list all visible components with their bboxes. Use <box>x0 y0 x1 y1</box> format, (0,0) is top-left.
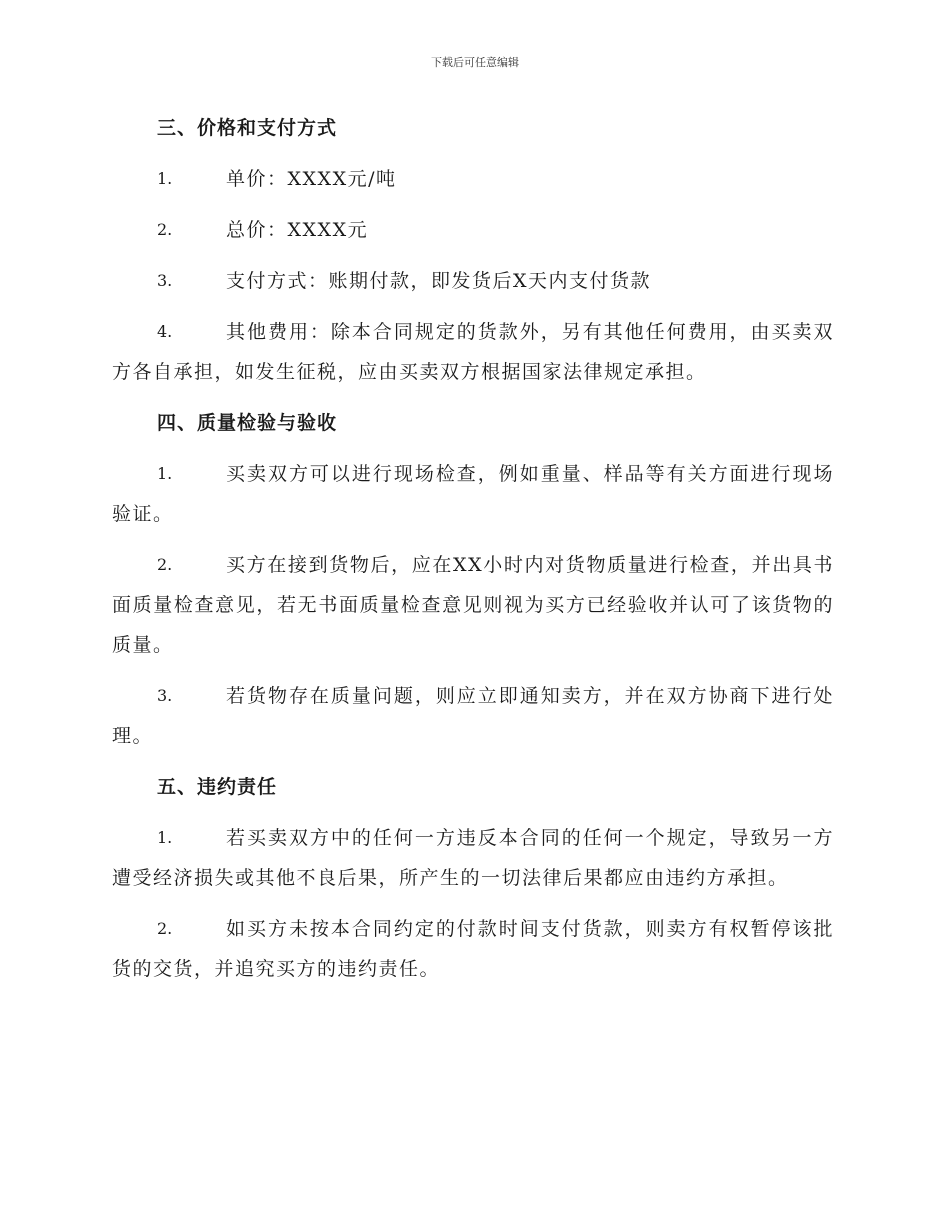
section-heading: 五、违约责任 <box>157 776 278 798</box>
section-heading: 四、质量检验与验收 <box>157 412 338 434</box>
clause-item <box>112 312 834 392</box>
clause-number: 1. <box>157 464 173 483</box>
clause-text: 买方在接到货物后，应在XX小时内对货物质量进行检查，并出具书面质量检查意见，若无书面质量检查意见则视为买方已经验收并认可了该货物的质量。 <box>112 554 834 656</box>
clause-number: 1. <box>157 169 173 188</box>
clause-number: 4. <box>157 322 173 341</box>
clause-text: 支付方式：账期付款，即发货后X天内支付货款 <box>226 270 652 292</box>
clause-item <box>112 909 834 989</box>
clause-text: 如买方未按本合同约定的付款时间支付货款，则卖方有权暂停该批货的交货，并追究买方的违约责任。 <box>112 918 834 980</box>
page-header-note: 下载后可任意编辑 <box>431 56 519 69</box>
clause-item <box>112 454 834 534</box>
clause-item <box>112 210 834 250</box>
section-quality-inspection <box>112 403 834 756</box>
clause-item <box>112 159 834 199</box>
clause-text: 其他费用：除本合同规定的货款外，另有其他任何费用，由买卖双方各自承担，如发生征税，应由买卖双方根据国家法律规定承担。 <box>112 321 834 383</box>
clause-number: 2. <box>157 555 173 574</box>
document-body <box>112 108 834 989</box>
clause-number: 2. <box>157 220 173 239</box>
clause-number: 3. <box>157 271 173 290</box>
clause-number: 1. <box>157 828 173 847</box>
clause-text: 买卖双方可以进行现场检查，例如重量、样品等有关方面进行现场验证。 <box>112 463 834 525</box>
clause-text: 若买卖双方中的任何一方违反本合同的任何一个规定，导致另一方遭受经济损失或其他不良后果，所产生的一切法律后果都应由违约方承担。 <box>112 827 834 889</box>
clause-number: 2. <box>157 919 173 938</box>
clause-item <box>112 261 834 301</box>
clause-item <box>112 545 834 665</box>
clause-text: 若货物存在质量问题，则应立即通知卖方，并在双方协商下进行处理。 <box>112 685 834 747</box>
section-breach-liability <box>112 767 834 989</box>
clause-text: 总价：XXXX元 <box>226 219 369 241</box>
clause-item <box>112 676 834 756</box>
clause-text: 单价：XXXX元/吨 <box>226 168 397 190</box>
clause-number: 3. <box>157 686 173 705</box>
section-heading: 三、价格和支付方式 <box>157 117 338 139</box>
section-pricing-payment <box>112 108 834 392</box>
clause-item <box>112 818 834 898</box>
